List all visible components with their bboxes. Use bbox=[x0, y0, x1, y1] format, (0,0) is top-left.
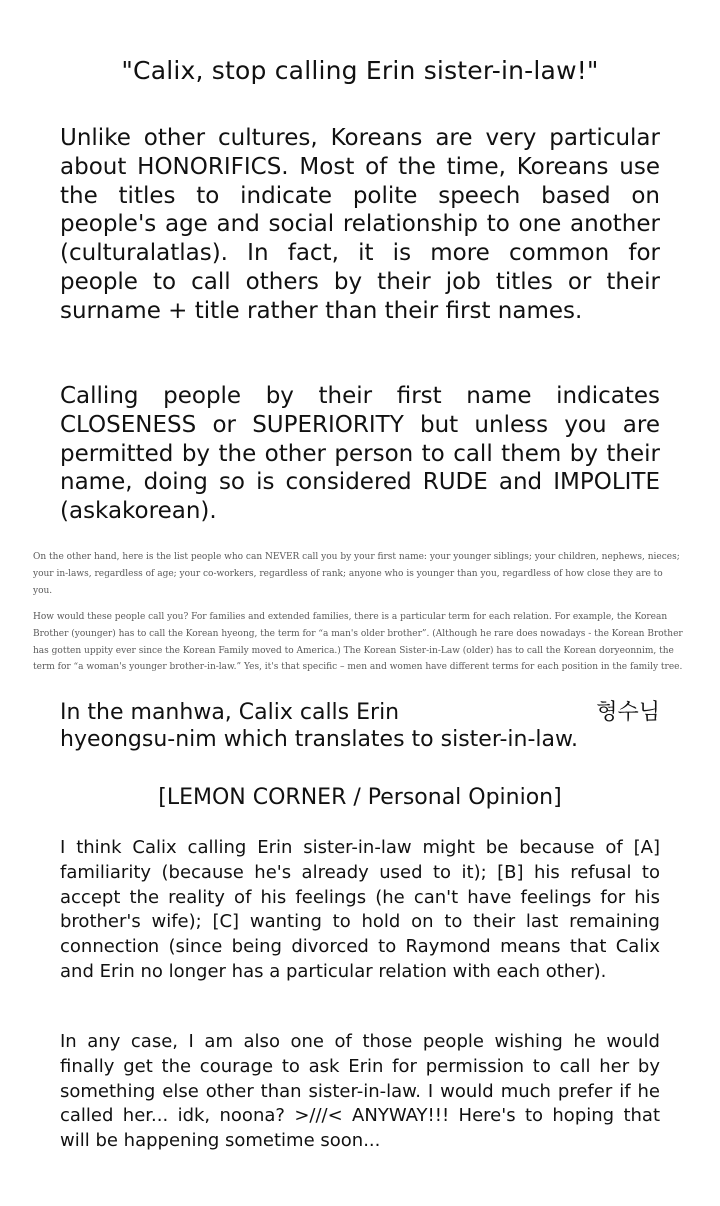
paragraph-manhwa bbox=[60, 700, 660, 753]
paragraph-opinion: I think Calix calling Erin sister-in-law might be because of [A] familiarity (because he's already used to it); [B] his refusal to accept the reality of his feelings (he can't have feelings for his brother's wife); [C] wanting to hold on to their last remaining connection (since being divorced to Raymond means that Calix and Erin no longer has a particular relation with each other). bbox=[60, 837, 660, 982]
lemon-corner-heading: [LEMON CORNER / Personal Opinion] bbox=[158, 785, 562, 810]
quote-family-terms: How would these people call you? For families and extended families, there is a particular term for each relation. For example, the Korean Brother (younger) has to call the Korean hyeong, the term for “a man's older brother”. (Although he rare does nowadays - the Korean Brother has gotten uppity ever since the Korean Family moved to America.) The Korean Sister-in-Law (older) has to call the Korean doryeonnim, the term for “a woman's younger brother-in-law.” Yes, it's that specific – men and women have different terms for each position in the family tree. bbox=[33, 612, 683, 673]
manhwa-text: In the manhwa, Calix calls Erin bbox=[60, 700, 400, 725]
paragraph-honorifics: Unlike other cultures, Koreans are very particular about HONORIFICS. Most of the time, Koreans use the titles to indicate polite speech based on people's age and social relationship to one another (culturalatlas). In fact, it is more common for people to call others by their job titles or their surname + title rather than their first names. bbox=[60, 125, 660, 324]
page-title: "Calix, stop calling Erin sister-in-law!" bbox=[121, 56, 599, 85]
manhwa-line-2: hyeongsu-nim which translates to sister-in-law. bbox=[60, 726, 578, 752]
manhwa-line-1 bbox=[60, 700, 660, 727]
paragraph-conclusion: In any case, I am also one of those people wishing he would finally get the courage to ask Erin for permission to call her by something else other than sister-in-law. I would much prefer if he called her... idk, noona? >///< ANYWAY!!! Here's to hoping that will be happening sometime soon... bbox=[60, 1031, 660, 1152]
korean-term: 형수님 bbox=[596, 700, 660, 725]
paragraph-first-names: Calling people by their first name indicates CLOSENESS or SUPERIORITY but unless you are permitted by the other person to call them by their name, doing so is considered RUDE and IMPOLITE (askakorean). bbox=[60, 383, 660, 525]
quote-never-first-name: On the other hand, here is the list people who can NEVER call you by your first name: your younger siblings; your children, nephews, nieces; your in-laws, regardless of age; your co-workers, regardless of rank; anyone who is younger than you, regardless of how close they are to you. bbox=[33, 552, 680, 596]
